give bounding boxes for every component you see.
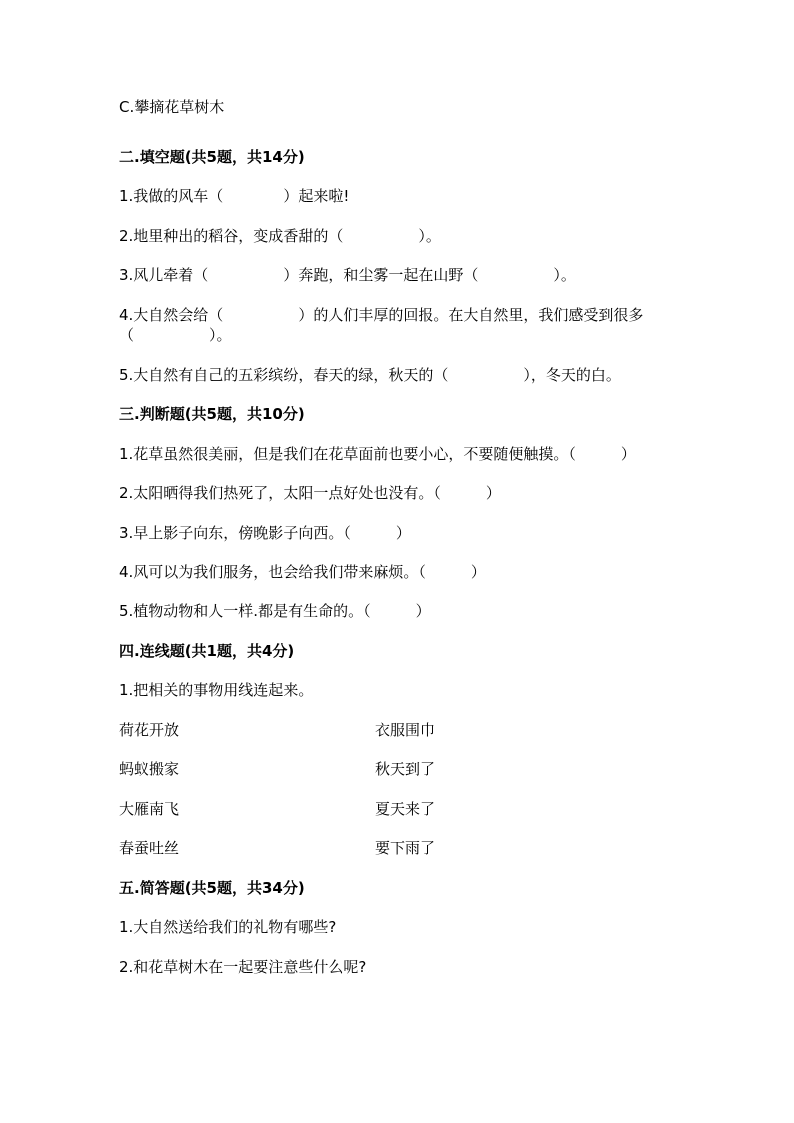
judge-question-1: 1.花草虽然很美丽，但是我们在花草面前也要小心，不要随便触摸。（ ） (119, 445, 636, 463)
fill-blank-question-4: 4.大自然会给（ ）的人们丰厚的回报。在大自然里，我们感受到很多 (119, 306, 644, 324)
fill-blank-question-1: 1.我做的风车（ ）起来啦! (119, 187, 350, 205)
matching-left-item: 春蚕吐丝 (119, 839, 180, 857)
section-short-answer-title: 五.简答题(共5题，共34分) (119, 879, 305, 897)
section-judge-title: 三.判断题(共5题，共10分) (119, 405, 305, 423)
option-c: C.攀摘花草树木 (119, 98, 225, 116)
matching-left-item: 荷花开放 (119, 721, 180, 739)
fill-blank-question-3: 3.风儿牵着（ ）奔跑，和尘雾一起在山野（ ）。 (119, 266, 576, 284)
matching-prompt: 1.把相关的事物用线连起来。 (119, 681, 314, 699)
fill-blank-question-4-cont: （ ）。 (119, 326, 232, 344)
fill-blank-question-5: 5.大自然有自己的五彩缤纷，春天的绿，秋天的（ ），冬天的白。 (119, 366, 621, 384)
matching-left-item: 蚂蚁搬家 (119, 760, 180, 778)
short-answer-question-2: 2.和花草树木在一起要注意些什么呢? (119, 958, 367, 976)
matching-right-item: 夏天来了 (375, 800, 436, 818)
judge-question-5: 5.植物动物和人一样.都是有生命的。（ ） (119, 602, 431, 620)
fill-blank-question-2: 2.地里种出的稻谷，变成香甜的（ ）。 (119, 227, 441, 245)
matching-right-item: 要下雨了 (375, 839, 436, 857)
judge-question-2: 2.太阳晒得我们热死了，太阳一点好处也没有。（ ） (119, 484, 501, 502)
matching-left-item: 大雁南飞 (119, 800, 180, 818)
section-matching-title: 四.连线题(共1题，共4分) (119, 642, 295, 660)
matching-right-item: 衣服围巾 (375, 721, 436, 739)
judge-question-4: 4.风可以为我们服务，也会给我们带来麻烦。（ ） (119, 563, 486, 581)
section-fill-blank-title: 二.填空题(共5题，共14分) (119, 148, 305, 166)
judge-question-3: 3.早上影子向东，傍晚影子向西。（ ） (119, 524, 411, 542)
matching-right-item: 秋天到了 (375, 760, 436, 778)
short-answer-question-1: 1.大自然送给我们的礼物有哪些? (119, 918, 337, 936)
